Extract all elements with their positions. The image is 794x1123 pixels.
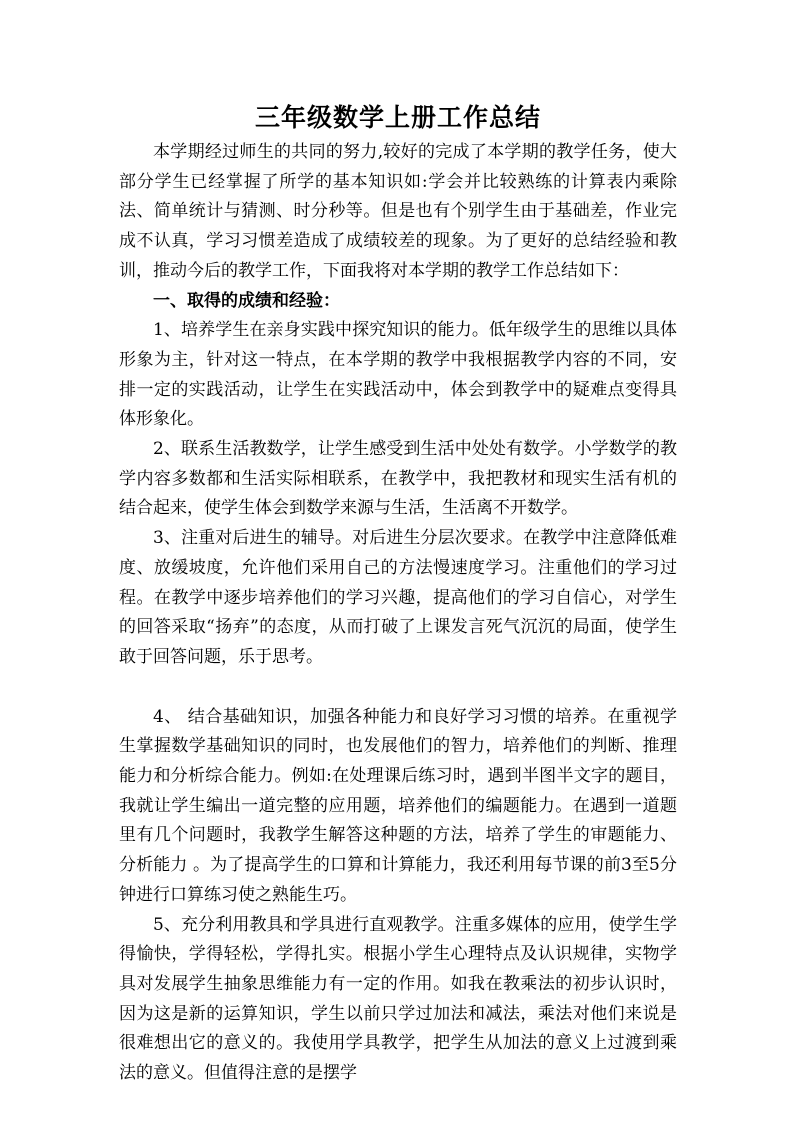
blank-line [119, 673, 677, 703]
document-page [119, 100, 677, 1089]
list-item: 3、注重对后进生的辅导。对后进生分层次要求。在教学中注意降低难度、放缓坡度，允许他们采用自己的方法慢速度学习。注重他们的学习过程。在教学中逐步培养他们的学习兴趣，提高他们的学习自信心，对学生的回答采取“扬弃”的态度，从而打破了上课发言死气沉沉的局面，使学生敢于回答问题，乐于思考。 [119, 528, 677, 667]
list-item: 1、培养学生在亲身实践中探究知识的能力。低年级学生的思维以具体形象为主，针对这一特点，在本学期的教学中我根据教学内容的不同，安排一定的实践活动，让学生在实践活动中，体会到教学中的疑难点变得具体形象化。 [119, 320, 677, 430]
page-title: 三年级数学上册工作总结 [254, 103, 541, 132]
section-heading: 一、取得的成绩和经验： [153, 290, 340, 311]
intro-paragraph: 本学期经过师生的共同的努力,较好的完成了本学期的教学任务，使大部分学生已经掌握了所学的基本知识如:学会并比较熟练的计算表内乘除法、简单统计与猜测、时分秒等。但是也有个别学生由于基础差，作业完成不认真，学习习惯差造成了成绩较差的现象。为了更好的总结经验和教训，推动今后的教学工作，下面我将对本学期的教学工作总结如下： [119, 142, 677, 281]
list-item: 5、充分利用教具和学具进行直观教学。注重多媒体的应用，使学生学得愉快，学得轻松，学得扎实。根据小学生心理特点及认识规律，实物学具对发展学生抽象思维能力有一定的作用。如我在教乘法的初步认识时，因为这是新的运算知识，学生以前只学过加法和减法，乘法对他们来说是很难想出它的意义的。我使用学具教学，把学生从加法的意义上过渡到乘法的意义。但值得注意的是摆学 [119, 914, 677, 1084]
list-item: 2、联系生活教数学，让学生感受到生活中处处有数学。小学数学的教学内容多数都和生活实际相联系，在教学中，我把教材和现实生活有机的结合起来，使学生体会到数学来源与生活，生活离不开数学。 [119, 439, 677, 519]
list-item: 4、 结合基础知识，加强各种能力和良好学习习惯的培养。在重视学生掌握数学基础知识的同时，也发展他们的智力，培养他们的判断、推理能力和分析综合能力。例如:在处理课后练习时，遇到半图半文字的题目，我就让学生编出一道完整的应用题，培养他们的编题能力。在遇到一道题里有几个问题时，我教学生解答这种题的方法，培养了学生的审题能力、分析能力 。为了提高学生的口算和计算能力，我还利用每节课的前3至5分钟进行口算练习使之熟能生巧。 [119, 706, 677, 905]
